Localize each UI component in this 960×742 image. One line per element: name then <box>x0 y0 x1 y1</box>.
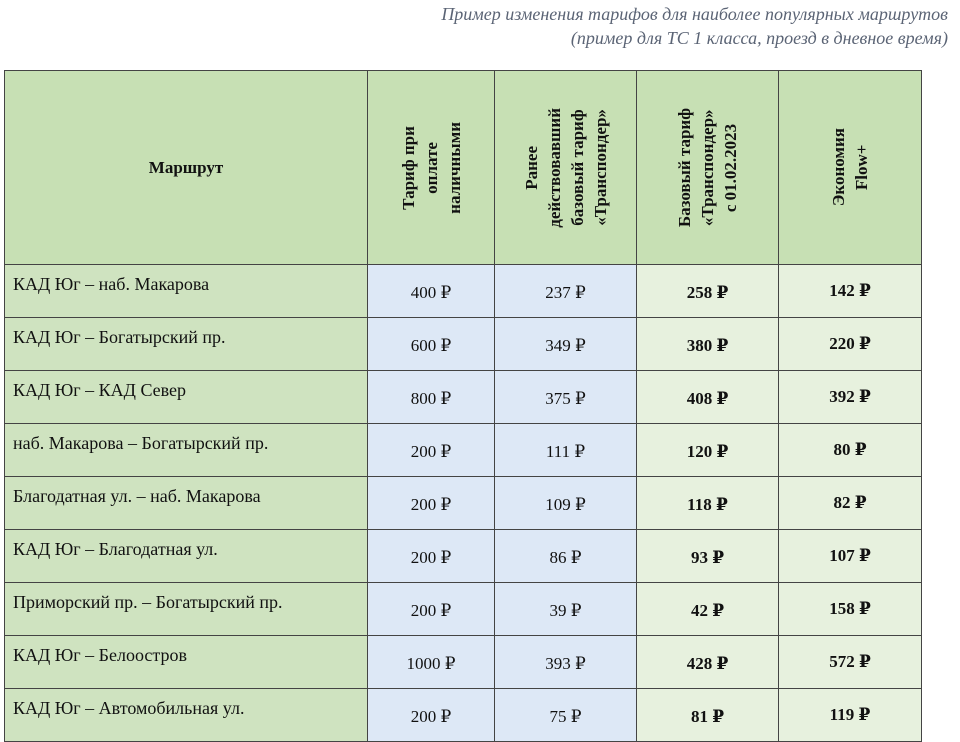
cash-cell: 200 ₽ <box>368 583 495 636</box>
savings-cell: 142 ₽ <box>779 265 922 318</box>
new-tariff-cell: 118 ₽ <box>637 477 779 530</box>
header-new-label: Базовый тариф «Транспондер» с 01.02.2023 <box>675 107 740 228</box>
table-row <box>4 636 922 689</box>
old-tariff-cell: 39 ₽ <box>495 583 637 636</box>
new-tariff-cell: 42 ₽ <box>637 583 779 636</box>
table-row <box>4 530 922 583</box>
table-row <box>4 371 922 424</box>
header-old <box>495 70 637 265</box>
new-tariff-cell: 258 ₽ <box>637 265 779 318</box>
caption <box>441 2 948 50</box>
cash-cell: 1000 ₽ <box>368 636 495 689</box>
old-tariff-cell: 375 ₽ <box>495 371 637 424</box>
route-cell: Приморский пр. – Богатырский пр. <box>4 583 368 636</box>
savings-cell: 119 ₽ <box>779 689 922 742</box>
old-tariff-cell: 75 ₽ <box>495 689 637 742</box>
table-row <box>4 424 922 477</box>
savings-cell: 80 ₽ <box>779 424 922 477</box>
old-tariff-cell: 237 ₽ <box>495 265 637 318</box>
old-tariff-cell: 349 ₽ <box>495 318 637 371</box>
savings-cell: 392 ₽ <box>779 371 922 424</box>
cash-cell: 200 ₽ <box>368 424 495 477</box>
tariff-table-container <box>4 70 922 736</box>
header-route: Маршрут <box>4 70 368 265</box>
header-save-label: Экономия Flow+ <box>829 128 871 207</box>
table-row <box>4 689 922 742</box>
header-new <box>637 70 779 265</box>
cash-cell: 400 ₽ <box>368 265 495 318</box>
header-old-label: Ранее действовавший базовый тариф «Транспондер» <box>521 107 610 228</box>
route-cell: КАД Юг – Благодатная ул. <box>4 530 368 583</box>
route-cell: наб. Макарова – Богатырский пр. <box>4 424 368 477</box>
savings-cell: 107 ₽ <box>779 530 922 583</box>
old-tariff-cell: 393 ₽ <box>495 636 637 689</box>
table-row <box>4 583 922 636</box>
cash-cell: 800 ₽ <box>368 371 495 424</box>
tariff-table <box>4 70 922 742</box>
header-row <box>4 70 922 265</box>
route-cell: КАД Юг – Белоостров <box>4 636 368 689</box>
new-tariff-cell: 380 ₽ <box>637 318 779 371</box>
new-tariff-cell: 408 ₽ <box>637 371 779 424</box>
cash-cell: 200 ₽ <box>368 477 495 530</box>
route-cell: КАД Юг – КАД Север <box>4 371 368 424</box>
route-cell: КАД Юг – Богатырский пр. <box>4 318 368 371</box>
caption-line-2: (пример для ТС 1 класса, проезд в дневное время) <box>570 28 948 48</box>
caption-line-1: Пример изменения тарифов для наиболее популярных маршрутов <box>441 4 948 24</box>
savings-cell: 572 ₽ <box>779 636 922 689</box>
new-tariff-cell: 120 ₽ <box>637 424 779 477</box>
savings-cell: 82 ₽ <box>779 477 922 530</box>
route-cell: КАД Юг – Автомобильная ул. <box>4 689 368 742</box>
new-tariff-cell: 428 ₽ <box>637 636 779 689</box>
new-tariff-cell: 81 ₽ <box>637 689 779 742</box>
route-cell: КАД Юг – наб. Макарова <box>4 265 368 318</box>
table-body <box>4 265 922 742</box>
savings-cell: 158 ₽ <box>779 583 922 636</box>
old-tariff-cell: 109 ₽ <box>495 477 637 530</box>
table-row <box>4 265 922 318</box>
header-cash <box>368 70 495 265</box>
table-row <box>4 318 922 371</box>
header-save <box>779 70 922 265</box>
old-tariff-cell: 86 ₽ <box>495 530 637 583</box>
cash-cell: 600 ₽ <box>368 318 495 371</box>
table-row <box>4 477 922 530</box>
route-cell: Благодатная ул. – наб. Макарова <box>4 477 368 530</box>
old-tariff-cell: 111 ₽ <box>495 424 637 477</box>
cash-cell: 200 ₽ <box>368 530 495 583</box>
header-cash-label: Тариф при оплате наличными <box>398 121 464 214</box>
savings-cell: 220 ₽ <box>779 318 922 371</box>
new-tariff-cell: 93 ₽ <box>637 530 779 583</box>
cash-cell: 200 ₽ <box>368 689 495 742</box>
